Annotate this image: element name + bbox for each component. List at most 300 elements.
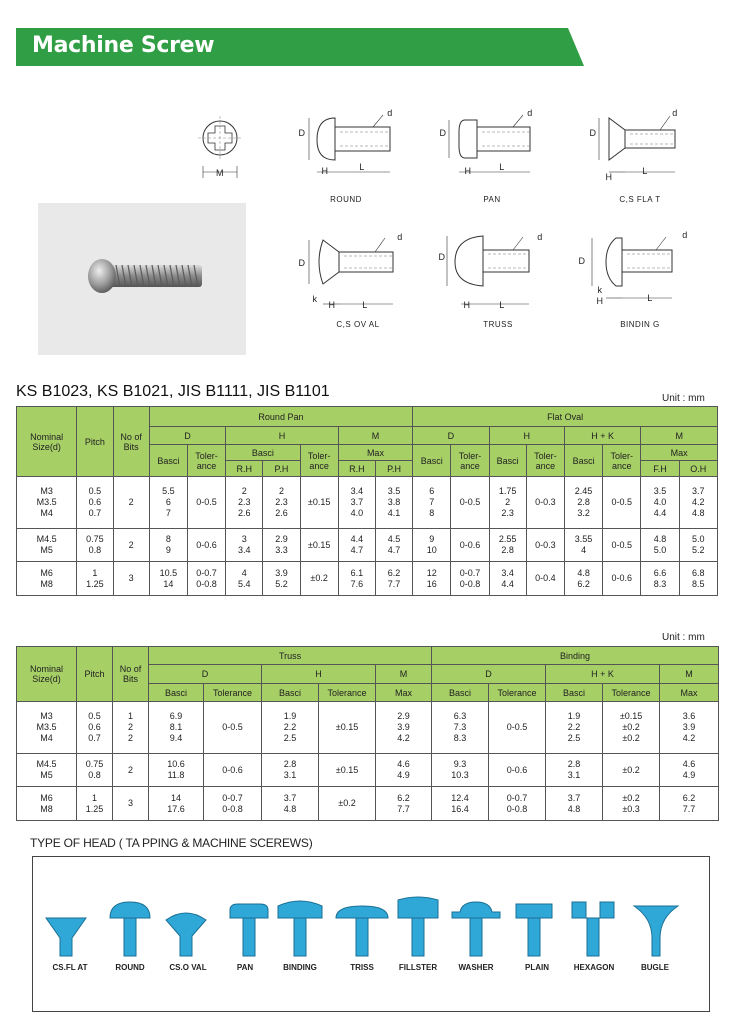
table-cell xyxy=(375,477,412,529)
cell-line: 0.75 xyxy=(86,534,104,544)
cell-line: 6.8 xyxy=(692,567,705,578)
cell-line: 7.3 xyxy=(453,722,467,732)
cell-line: 4.4 xyxy=(350,534,364,544)
dim-label: d xyxy=(682,230,688,240)
table-cell xyxy=(660,754,719,787)
cell-line: 2.6 xyxy=(237,508,251,518)
hdr-rh: R.H xyxy=(338,461,375,477)
dim-label: k xyxy=(312,294,318,304)
cell-line: 2.3 xyxy=(237,497,251,507)
cell-line: 4.7 xyxy=(387,545,401,555)
cell-line: 4.0 xyxy=(350,508,364,518)
cell-line: 4.2 xyxy=(397,733,410,743)
table-cell xyxy=(77,562,113,596)
caption-csk-flat: C,S FLA T xyxy=(619,195,661,204)
cell-line: 8.3 xyxy=(653,578,667,589)
cell-line: 7 xyxy=(429,497,435,507)
cell-line: 2.8 xyxy=(501,545,514,555)
table-cell xyxy=(204,754,262,787)
cell-line: ±0.2 xyxy=(622,792,640,803)
hdr-basci: Basci xyxy=(564,445,602,477)
cell-line: ±0.3 xyxy=(622,803,640,814)
table-row xyxy=(17,702,719,754)
cell-line: 6.6 xyxy=(653,567,667,578)
cell-line: 4.9 xyxy=(397,770,410,780)
table-cell xyxy=(375,529,412,562)
cell-line: 0-0.7 xyxy=(459,567,481,578)
table-cell xyxy=(319,754,376,787)
table-cell xyxy=(564,562,602,596)
table-cell xyxy=(149,477,187,529)
hdr-max: Max xyxy=(338,445,412,461)
cell-line: 1.9 xyxy=(283,711,297,721)
cell-line: ±0.15 xyxy=(307,539,331,550)
table-cell xyxy=(17,529,77,562)
hdr-pitch: Pitch xyxy=(77,407,113,477)
hdr-d: D xyxy=(149,665,262,684)
cell-line: 2.5 xyxy=(567,733,581,743)
dim-label: D xyxy=(298,258,306,268)
head-label: CS.FL AT xyxy=(52,963,88,972)
dim-label: H xyxy=(464,166,472,176)
cell-line: 0.8 xyxy=(88,545,102,555)
cell-line: 4.7 xyxy=(350,545,364,555)
hdr-max: Max xyxy=(660,684,719,702)
cell-line: 0-0.5 xyxy=(611,497,633,507)
hdr-h: H xyxy=(226,427,339,445)
cell-line: 4.0 xyxy=(653,497,667,507)
dim-label: d xyxy=(672,108,678,118)
table-cell xyxy=(149,787,204,821)
cell-line: 4 xyxy=(241,567,247,578)
cell-line: M4 xyxy=(40,733,53,743)
cell-line: M6 xyxy=(40,567,53,578)
hdr-max: Max xyxy=(641,445,718,461)
table-cell xyxy=(77,529,113,562)
csk-oval-head-icon xyxy=(166,913,206,956)
cell-line: 0.7 xyxy=(88,508,102,518)
round-pan-flat-oval-table xyxy=(16,406,718,596)
cell-line: 0-0.8 xyxy=(196,578,217,589)
cell-line: 2 xyxy=(505,497,511,507)
table-cell xyxy=(338,477,375,529)
head-label: CS.O VAL xyxy=(169,963,207,972)
cell-line: 5.2 xyxy=(692,545,705,555)
cell-line: 5.0 xyxy=(692,534,705,544)
table-cell xyxy=(660,787,719,821)
cell-line: 4.8 xyxy=(692,508,705,518)
table-cell xyxy=(451,529,489,562)
cell-line: 0.5 xyxy=(88,711,101,721)
cell-line: M4.5 xyxy=(36,534,57,544)
table-cell xyxy=(262,754,319,787)
caption-pan: PAN xyxy=(483,195,501,204)
dim-label: L xyxy=(499,300,505,310)
cell-line: 0-0.3 xyxy=(535,539,556,550)
cell-line: ±0.2 xyxy=(622,764,640,775)
hdr-ph: P.H xyxy=(375,461,412,477)
table-cell xyxy=(187,477,225,529)
cell-line: 8.5 xyxy=(692,578,705,589)
head-label: ROUND xyxy=(115,963,145,972)
hdr-hk: H + K xyxy=(564,427,640,445)
table-cell xyxy=(546,754,603,787)
table-cell xyxy=(526,562,564,596)
table-cell xyxy=(113,529,149,562)
table-cell xyxy=(451,477,489,529)
dim-label: d xyxy=(527,108,533,118)
unit-label: Unit : mm xyxy=(662,393,705,404)
cell-line: M3 xyxy=(40,486,53,496)
washer-head-icon xyxy=(452,902,500,956)
standards-title: KS B1023, KS B1021, JIS B1111, JIS B1101 xyxy=(16,383,330,400)
cell-line: 0-0.7 xyxy=(196,567,217,578)
hdr-basci: Basci xyxy=(546,684,603,702)
dim-label: H xyxy=(596,296,604,306)
table-cell xyxy=(17,754,77,787)
cell-line: 3.55 xyxy=(574,534,593,544)
cell-line: 2.2 xyxy=(567,722,581,732)
cell-line: M3.5 xyxy=(36,722,57,732)
hdr-tol: Toler- ance xyxy=(187,445,225,477)
cell-line: 0-0.8 xyxy=(222,803,243,814)
table-cell xyxy=(526,529,564,562)
table-row xyxy=(17,787,719,821)
dim-label: D xyxy=(578,256,586,266)
cell-line: 0.75 xyxy=(85,759,104,769)
table-cell xyxy=(263,477,300,529)
table-cell xyxy=(149,754,204,787)
cell-line: M5 xyxy=(40,770,53,780)
hdr-bits: No of Bits xyxy=(113,407,149,477)
hdr-bits: No of Bits xyxy=(113,647,149,702)
cell-line: 4 xyxy=(581,545,587,555)
table-cell xyxy=(319,702,376,754)
binding-head-icon xyxy=(278,901,322,956)
cell-line: 8 xyxy=(165,534,171,544)
hdr-hk: H + K xyxy=(546,665,660,684)
cell-line: 3.1 xyxy=(567,770,581,780)
table-cell xyxy=(338,562,375,596)
cell-line: 5.2 xyxy=(275,578,288,589)
cell-line: 0-0.8 xyxy=(459,578,481,589)
hdr-nominal: Nominal Size(d) xyxy=(17,647,77,702)
cell-line: 2 xyxy=(278,486,284,496)
cell-line: 2 xyxy=(127,764,133,775)
cell-line: 10.3 xyxy=(451,770,469,780)
cell-line: 4.1 xyxy=(387,508,401,518)
round-head-icon xyxy=(110,902,150,956)
table-cell xyxy=(526,477,564,529)
dim-label: D xyxy=(298,128,306,138)
cell-line: ±0.15 xyxy=(335,764,359,775)
bugle-head-icon xyxy=(634,906,678,956)
cell-line: 3.8 xyxy=(387,497,401,507)
cell-line: 0-0.6 xyxy=(196,539,217,550)
cell-line: 16.4 xyxy=(451,803,469,814)
hdr-tol: Toler- ance xyxy=(300,445,338,477)
dim-label: L xyxy=(362,300,368,310)
cell-line: 9.4 xyxy=(169,733,183,743)
cell-line: 6.2 xyxy=(577,578,590,589)
cell-line: 4.5 xyxy=(387,534,401,544)
hdr-m: M xyxy=(660,665,719,684)
screw-photo xyxy=(38,203,246,355)
cell-line: 3.9 xyxy=(682,722,696,732)
hdr-flat-oval: Flat Oval xyxy=(413,407,718,427)
cell-line: 14 xyxy=(170,792,181,803)
head-label: TRISS xyxy=(350,963,374,972)
hdr-pitch: Pitch xyxy=(77,647,113,702)
dim-label: H xyxy=(328,300,336,310)
hdr-basci: Basci xyxy=(226,445,300,461)
hdr-basci: Basci xyxy=(413,445,451,477)
dim-label: L xyxy=(647,293,653,303)
hdr-h: H xyxy=(489,427,564,445)
cell-line: 1.9 xyxy=(567,711,581,721)
table-cell xyxy=(679,477,717,529)
table-cell xyxy=(77,477,113,529)
fillster-head-icon xyxy=(398,897,438,956)
dim-label: H xyxy=(321,166,329,176)
table-cell xyxy=(226,562,263,596)
table-cell xyxy=(187,562,225,596)
hdr-basci: Basci xyxy=(489,445,526,477)
head-icons xyxy=(32,856,710,966)
cell-line: 2.55 xyxy=(498,534,517,544)
hdr-m: M xyxy=(338,427,412,445)
cell-line: M6 xyxy=(40,792,53,803)
table-cell xyxy=(603,754,660,787)
cell-line: 0-0.7 xyxy=(506,792,528,803)
cell-line: M4 xyxy=(40,508,53,518)
cell-line: 3.5 xyxy=(387,486,401,496)
hdr-ph: P.H xyxy=(263,461,300,477)
cell-line: 0-0.6 xyxy=(611,573,633,583)
cell-line: 3.6 xyxy=(682,711,696,721)
dim-label: L xyxy=(359,162,365,172)
cell-line: 5.5 xyxy=(162,486,175,496)
table-row xyxy=(17,754,719,787)
table-cell xyxy=(489,787,546,821)
hdr-oh: O.H xyxy=(679,461,717,477)
table-cell xyxy=(413,562,451,596)
table-cell xyxy=(149,529,187,562)
cell-line: 0.6 xyxy=(88,497,102,507)
hdr-fh: F.H xyxy=(641,461,679,477)
table-row xyxy=(17,477,718,529)
table-cell xyxy=(489,562,526,596)
cell-line: 1.25 xyxy=(85,803,104,814)
table-cell xyxy=(263,562,300,596)
cell-line: 4.6 xyxy=(682,759,696,769)
cell-line: 6.2 xyxy=(682,792,696,803)
table-cell xyxy=(17,477,77,529)
cell-line: 0-0.5 xyxy=(506,722,528,732)
hdr-nominal: Nominal Size(d) xyxy=(17,407,77,477)
cell-line: 4.2 xyxy=(682,733,696,743)
table-cell xyxy=(489,529,526,562)
cell-line: 3.1 xyxy=(283,770,297,780)
table-cell xyxy=(262,702,319,754)
truss-head-icon xyxy=(336,906,388,956)
table-cell xyxy=(204,787,262,821)
cell-line: 6 xyxy=(165,497,171,507)
cell-line: 0-0.6 xyxy=(506,764,528,775)
cell-line: M8 xyxy=(40,803,53,814)
table-cell xyxy=(603,702,660,754)
unit-label: Unit : mm xyxy=(662,632,705,643)
table-cell xyxy=(660,702,719,754)
caption-binding: BINDIN G xyxy=(620,320,660,329)
cell-line: 12.4 xyxy=(451,792,469,803)
cell-line: 1 xyxy=(127,711,133,721)
cell-line: 8.1 xyxy=(169,722,183,732)
cell-line: 2.6 xyxy=(275,508,288,518)
table-cell xyxy=(489,477,526,529)
hdr-d: D xyxy=(413,427,489,445)
cell-line: 2.45 xyxy=(574,486,593,496)
cell-line: 0-0.6 xyxy=(459,539,481,550)
cell-line: 6.9 xyxy=(169,711,183,721)
cell-line: 2 xyxy=(127,722,133,732)
cell-line: M3.5 xyxy=(36,497,57,507)
hdr-d: D xyxy=(432,665,546,684)
cell-line: 7.6 xyxy=(350,578,364,589)
cell-line: 2 xyxy=(127,733,133,743)
cell-line: 5.0 xyxy=(653,545,667,555)
cell-line: 2 xyxy=(128,497,134,507)
cell-line: 0-0.5 xyxy=(459,497,481,507)
cell-line: 2.9 xyxy=(275,534,288,544)
cell-line: 8.3 xyxy=(453,733,467,743)
cell-line: 6.2 xyxy=(387,567,401,578)
cell-line: 1.75 xyxy=(498,486,517,496)
head-label: PAN xyxy=(236,963,254,972)
truss-binding-table xyxy=(16,646,719,821)
dim-label: H xyxy=(463,300,471,310)
cell-line: 7.7 xyxy=(387,578,401,589)
dim-label: d xyxy=(397,232,403,242)
caption-round: ROUND xyxy=(330,195,362,204)
cell-line: 11.8 xyxy=(167,770,185,780)
table-cell xyxy=(149,562,187,596)
cell-line: ±0.15 xyxy=(307,497,331,507)
hdr-truss: Truss xyxy=(149,647,432,665)
cell-line: 0.6 xyxy=(88,722,101,732)
cell-line: 2.3 xyxy=(275,497,288,507)
plain-head-icon xyxy=(516,904,552,956)
cell-line: 5.4 xyxy=(237,578,251,589)
table-cell xyxy=(489,702,546,754)
table-cell xyxy=(641,477,679,529)
table-cell xyxy=(113,702,149,754)
dim-label: D xyxy=(438,252,446,262)
cell-line: 3.7 xyxy=(350,497,364,507)
cell-line: 2.8 xyxy=(283,759,297,769)
table-cell xyxy=(17,702,77,754)
table-cell xyxy=(564,529,602,562)
cell-line: ±0.2 xyxy=(338,798,356,808)
hdr-binding: Binding xyxy=(432,647,719,665)
head-label: BINDING xyxy=(283,963,317,972)
table-cell xyxy=(113,787,149,821)
table-cell xyxy=(603,529,641,562)
table-cell xyxy=(204,702,262,754)
cell-line: 0-0.7 xyxy=(222,792,243,803)
hdr-tolerance: Tolerance xyxy=(319,684,376,702)
table-cell xyxy=(300,562,338,596)
csk-flat-head-icon xyxy=(46,918,86,956)
cell-line: 6 xyxy=(429,486,435,496)
table-cell xyxy=(300,529,338,562)
page-title: Machine Screw xyxy=(32,33,215,58)
cell-line: 3 xyxy=(241,534,247,544)
cell-line: 4.9 xyxy=(682,770,696,780)
head-label: HEXAGON xyxy=(573,963,615,972)
dim-label: D xyxy=(589,128,597,138)
table-cell xyxy=(17,787,77,821)
table-cell xyxy=(489,754,546,787)
table-cell xyxy=(187,529,225,562)
dim-label: D xyxy=(439,128,447,138)
table-cell xyxy=(376,787,432,821)
cell-line: 1 xyxy=(92,567,98,578)
hdr-rh: R.H xyxy=(226,461,263,477)
cell-line: 0-0.6 xyxy=(222,764,243,775)
caption-csk-oval: C,S OV AL xyxy=(336,320,380,329)
table-cell xyxy=(432,787,489,821)
table-cell xyxy=(376,754,432,787)
table-cell xyxy=(300,477,338,529)
cell-line: 4.4 xyxy=(653,508,667,518)
hdr-basci: Basci xyxy=(262,684,319,702)
cell-line: 3.5 xyxy=(653,486,667,496)
pan-head-icon xyxy=(230,904,268,956)
table-cell xyxy=(226,529,263,562)
table-cell xyxy=(451,562,489,596)
table-cell xyxy=(17,562,77,596)
table-cell xyxy=(603,562,641,596)
head-label: PLAIN xyxy=(525,963,549,972)
cell-line: M3 xyxy=(40,711,53,721)
table-cell xyxy=(432,702,489,754)
head-label: BUGLE xyxy=(641,963,669,972)
cell-line: 17.6 xyxy=(167,803,185,814)
table-cell xyxy=(113,477,149,529)
cell-line: 9 xyxy=(429,534,435,544)
hdr-tolerance: Tolerance xyxy=(489,684,546,702)
cell-line: ±0.2 xyxy=(622,733,640,743)
cell-line: 3 xyxy=(128,573,134,583)
cell-line: 7.7 xyxy=(397,803,410,814)
cell-line: 4.8 xyxy=(653,534,667,544)
cell-line: 0-0.5 xyxy=(196,497,217,507)
cell-line: 2.2 xyxy=(283,722,297,732)
cell-line: 2 xyxy=(128,539,134,550)
table-cell xyxy=(603,477,641,529)
hdr-tol: Toler- ance xyxy=(526,445,564,477)
cell-line: 3.7 xyxy=(567,792,581,803)
cell-line: M5 xyxy=(40,545,53,555)
cell-line: 0-0.5 xyxy=(222,722,243,732)
cell-line: 4.8 xyxy=(567,803,581,814)
caption-truss: TRUSS xyxy=(483,320,513,329)
hdr-tolerance: Tolerance xyxy=(603,684,660,702)
hdr-h: H xyxy=(262,665,376,684)
table-cell xyxy=(338,529,375,562)
hdr-tol: Toler- ance xyxy=(603,445,641,477)
